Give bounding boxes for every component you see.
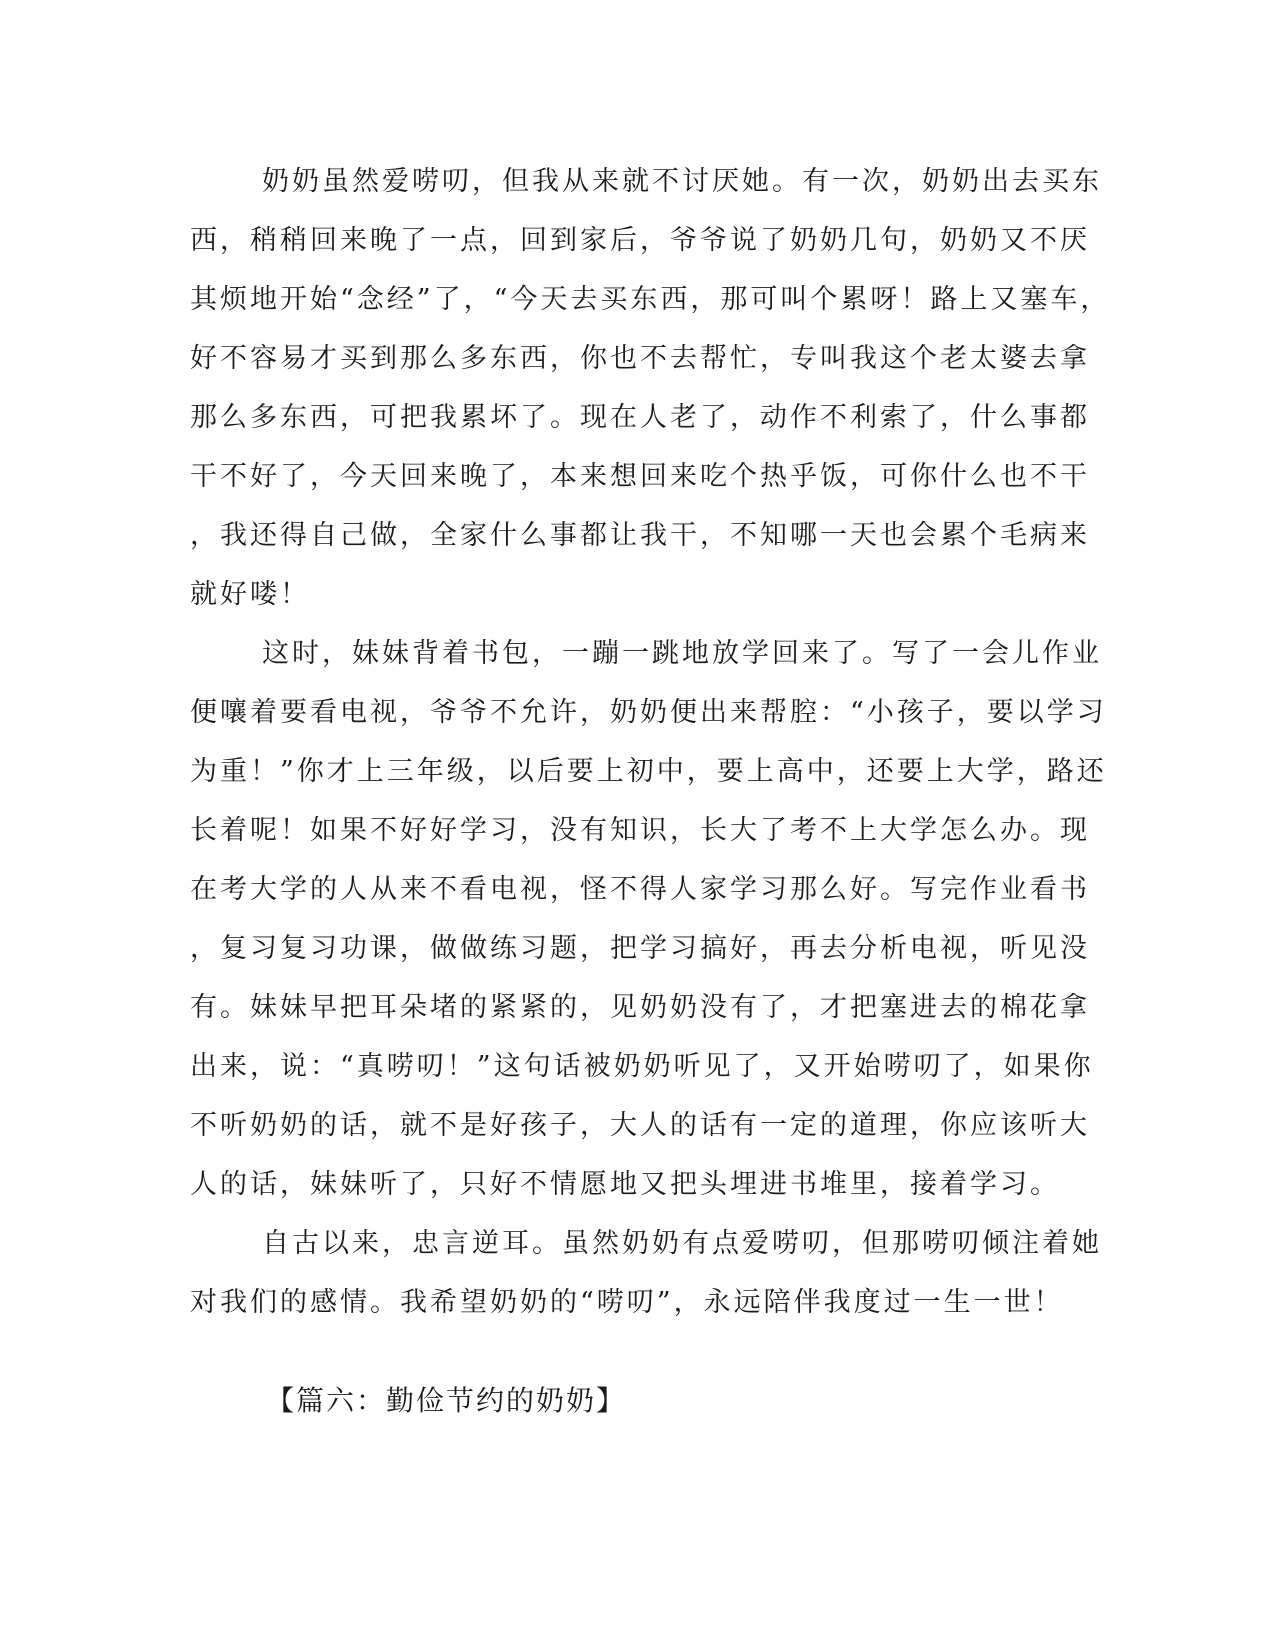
paragraph-1-line-8: 就好喽！ xyxy=(190,579,310,610)
paragraph-2-line-9: 不听奶奶的话，就不是好孩子，大人的话有一定的道理，你应该听大 xyxy=(190,1110,1090,1141)
paragraph-1-line-4: 好不容易才买到那么多东西，你也不去帮忙，专叫我这个老太婆去拿 xyxy=(190,343,1090,374)
paragraph-2-line-8: 出来，说：“真唠叨！”这句话被奶奶听见了，又开始唠叨了，如果你 xyxy=(190,1051,1094,1082)
paragraph-1-line-3: 其烦地开始“念经”了，“今天去买东西，那可叫个累呀！路上又塞车， xyxy=(190,284,1111,315)
paragraph-1-line-6: 干不好了，今天回来晚了，本来想回来吃个热乎饭，可你什么也不干 xyxy=(190,461,1090,492)
paragraph-1-line-1: 奶奶虽然爱唠叨，但我从来就不讨厌她。有一次，奶奶出去买东 xyxy=(262,166,1102,197)
paragraph-1-line-7: ，我还得自己做，全家什么事都让我干，不知哪一天也会累个毛病来 xyxy=(190,520,1090,551)
paragraph-3-line-1: 自古以来，忠言逆耳。虽然奶奶有点爱唠叨，但那唠叨倾注着她 xyxy=(262,1228,1102,1259)
paragraph-2-line-1: 这时，妹妹背着书包，一蹦一跳地放学回来了。写了一会儿作业 xyxy=(262,638,1102,669)
paragraph-1-line-5: 那么多东西，可把我累坏了。现在人老了，动作不利索了，什么事都 xyxy=(190,402,1090,433)
paragraph-2-line-5: 在考大学的人从来不看电视，怪不得人家学习那么好。写完作业看书 xyxy=(190,874,1090,905)
section-heading: 【篇六：勤俭节约的奶奶】 xyxy=(266,1384,627,1417)
paragraph-2-line-10: 人的话，妹妹听了，只好不情愿地又把头埋进书堆里，接着学习。 xyxy=(190,1169,1060,1200)
paragraph-2-line-6: ，复习复习功课，做做练习题，把学习搞好，再去分析电视，听见没 xyxy=(190,933,1090,964)
paragraph-2-line-3: 为重！”你才上三年级，以后要上初中，要上高中，还要上大学，路还 xyxy=(190,756,1107,787)
paragraph-2-line-4: 长着呢！如果不好好学习，没有知识，长大了考不上大学怎么办。现 xyxy=(190,815,1090,846)
paragraph-2-line-7: 有。妹妹早把耳朵堵的紧紧的，见奶奶没有了，才把塞进去的棉花拿 xyxy=(190,992,1090,1023)
paragraph-2-line-2: 便嚷着要看电视，爷爷不允许，奶奶便出来帮腔：“小孩子，要以学习 xyxy=(190,697,1107,728)
paragraph-1-line-2: 西，稍稍回来晚了一点，回到家后，爷爷说了奶奶几句，奶奶又不厌 xyxy=(190,225,1090,256)
paragraph-3-line-2: 对我们的感情。我希望奶奶的“唠叨”，永远陪伴我度过一生一世！ xyxy=(190,1287,1064,1318)
